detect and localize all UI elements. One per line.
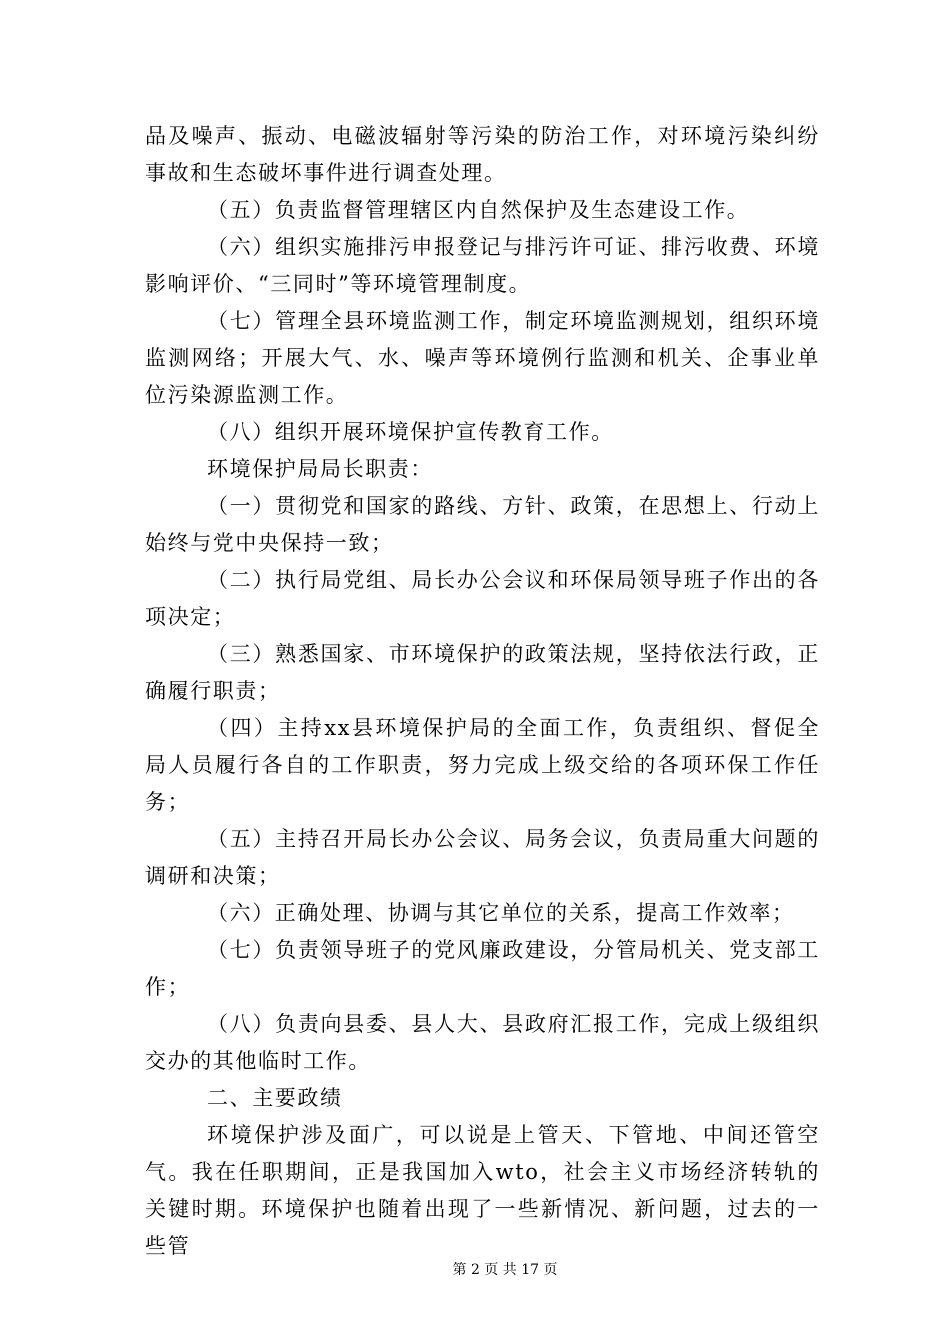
paragraph: （八）组织开展环境保护宣传教育工作。 (207, 420, 614, 444)
paragraph: （三）熟悉国家、市环境保护的政策法规，坚持依法行政，正确履行职责； (145, 642, 820, 703)
page-footer (0, 1260, 950, 1280)
paragraph: （七）负责领导班子的党风廉政建设，分管局机关、党支部工作； (145, 938, 820, 999)
paragraph: （五）主持召开局长办公会议、局务会议，负责局重大问题的调研和决策； (145, 827, 820, 888)
paragraph: 环境保护涉及面广，可以说是上管天、下管地、中间还管空气。我在任职期间，正是我国加入wto，社会主义市场经济转轨的关键时期。环境保护也随着出现了一些新情况、新问题，过去的一些管 (145, 1123, 820, 1258)
document-body (145, 118, 820, 1265)
paragraph: （六）正确处理、协调与其它单位的关系，提高工作效率； (207, 901, 795, 925)
paragraph: （二）执行局党组、局长办公会议和环保局领导班子作出的各项决定； (145, 568, 820, 629)
paragraph: （一）贯彻党和国家的路线、方针、政策，在思想上、行动上始终与党中央保持一致； (145, 494, 820, 555)
section-heading: 二、主要政绩 (207, 1086, 343, 1110)
paragraph: （六）组织实施排污申报登记与排污许可证、排污收费、环境影响评价、“三同时”等环境管理制度。 (145, 235, 820, 296)
page-number: 第 2 页 共 17 页 (452, 1262, 558, 1278)
paragraph: （七）管理全县环境监测工作，制定环境监测规划，组织环境监测网络；开展大气、水、噪声等环境例行监测和机关、企事业单位污染源监测工作。 (145, 309, 820, 407)
paragraph: 品及噪声、振动、电磁波辐射等污染的防治工作，对环境污染纠纷事故和生态破坏事件进行调查处理。 (145, 124, 820, 185)
section-heading: 环境保护局局长职责： (207, 457, 433, 481)
paragraph: （五）负责监督管理辖区内自然保护及生态建设工作。 (207, 198, 750, 222)
paragraph: （八）负责向县委、县人大、县政府汇报工作，完成上级组织交办的其他临时工作。 (145, 1012, 820, 1073)
paragraph: （四）主持xx县环境保护局的全面工作，负责组织、督促全局人员履行各自的工作职责，努力完成上级交给的各项环保工作任务； (145, 716, 820, 814)
